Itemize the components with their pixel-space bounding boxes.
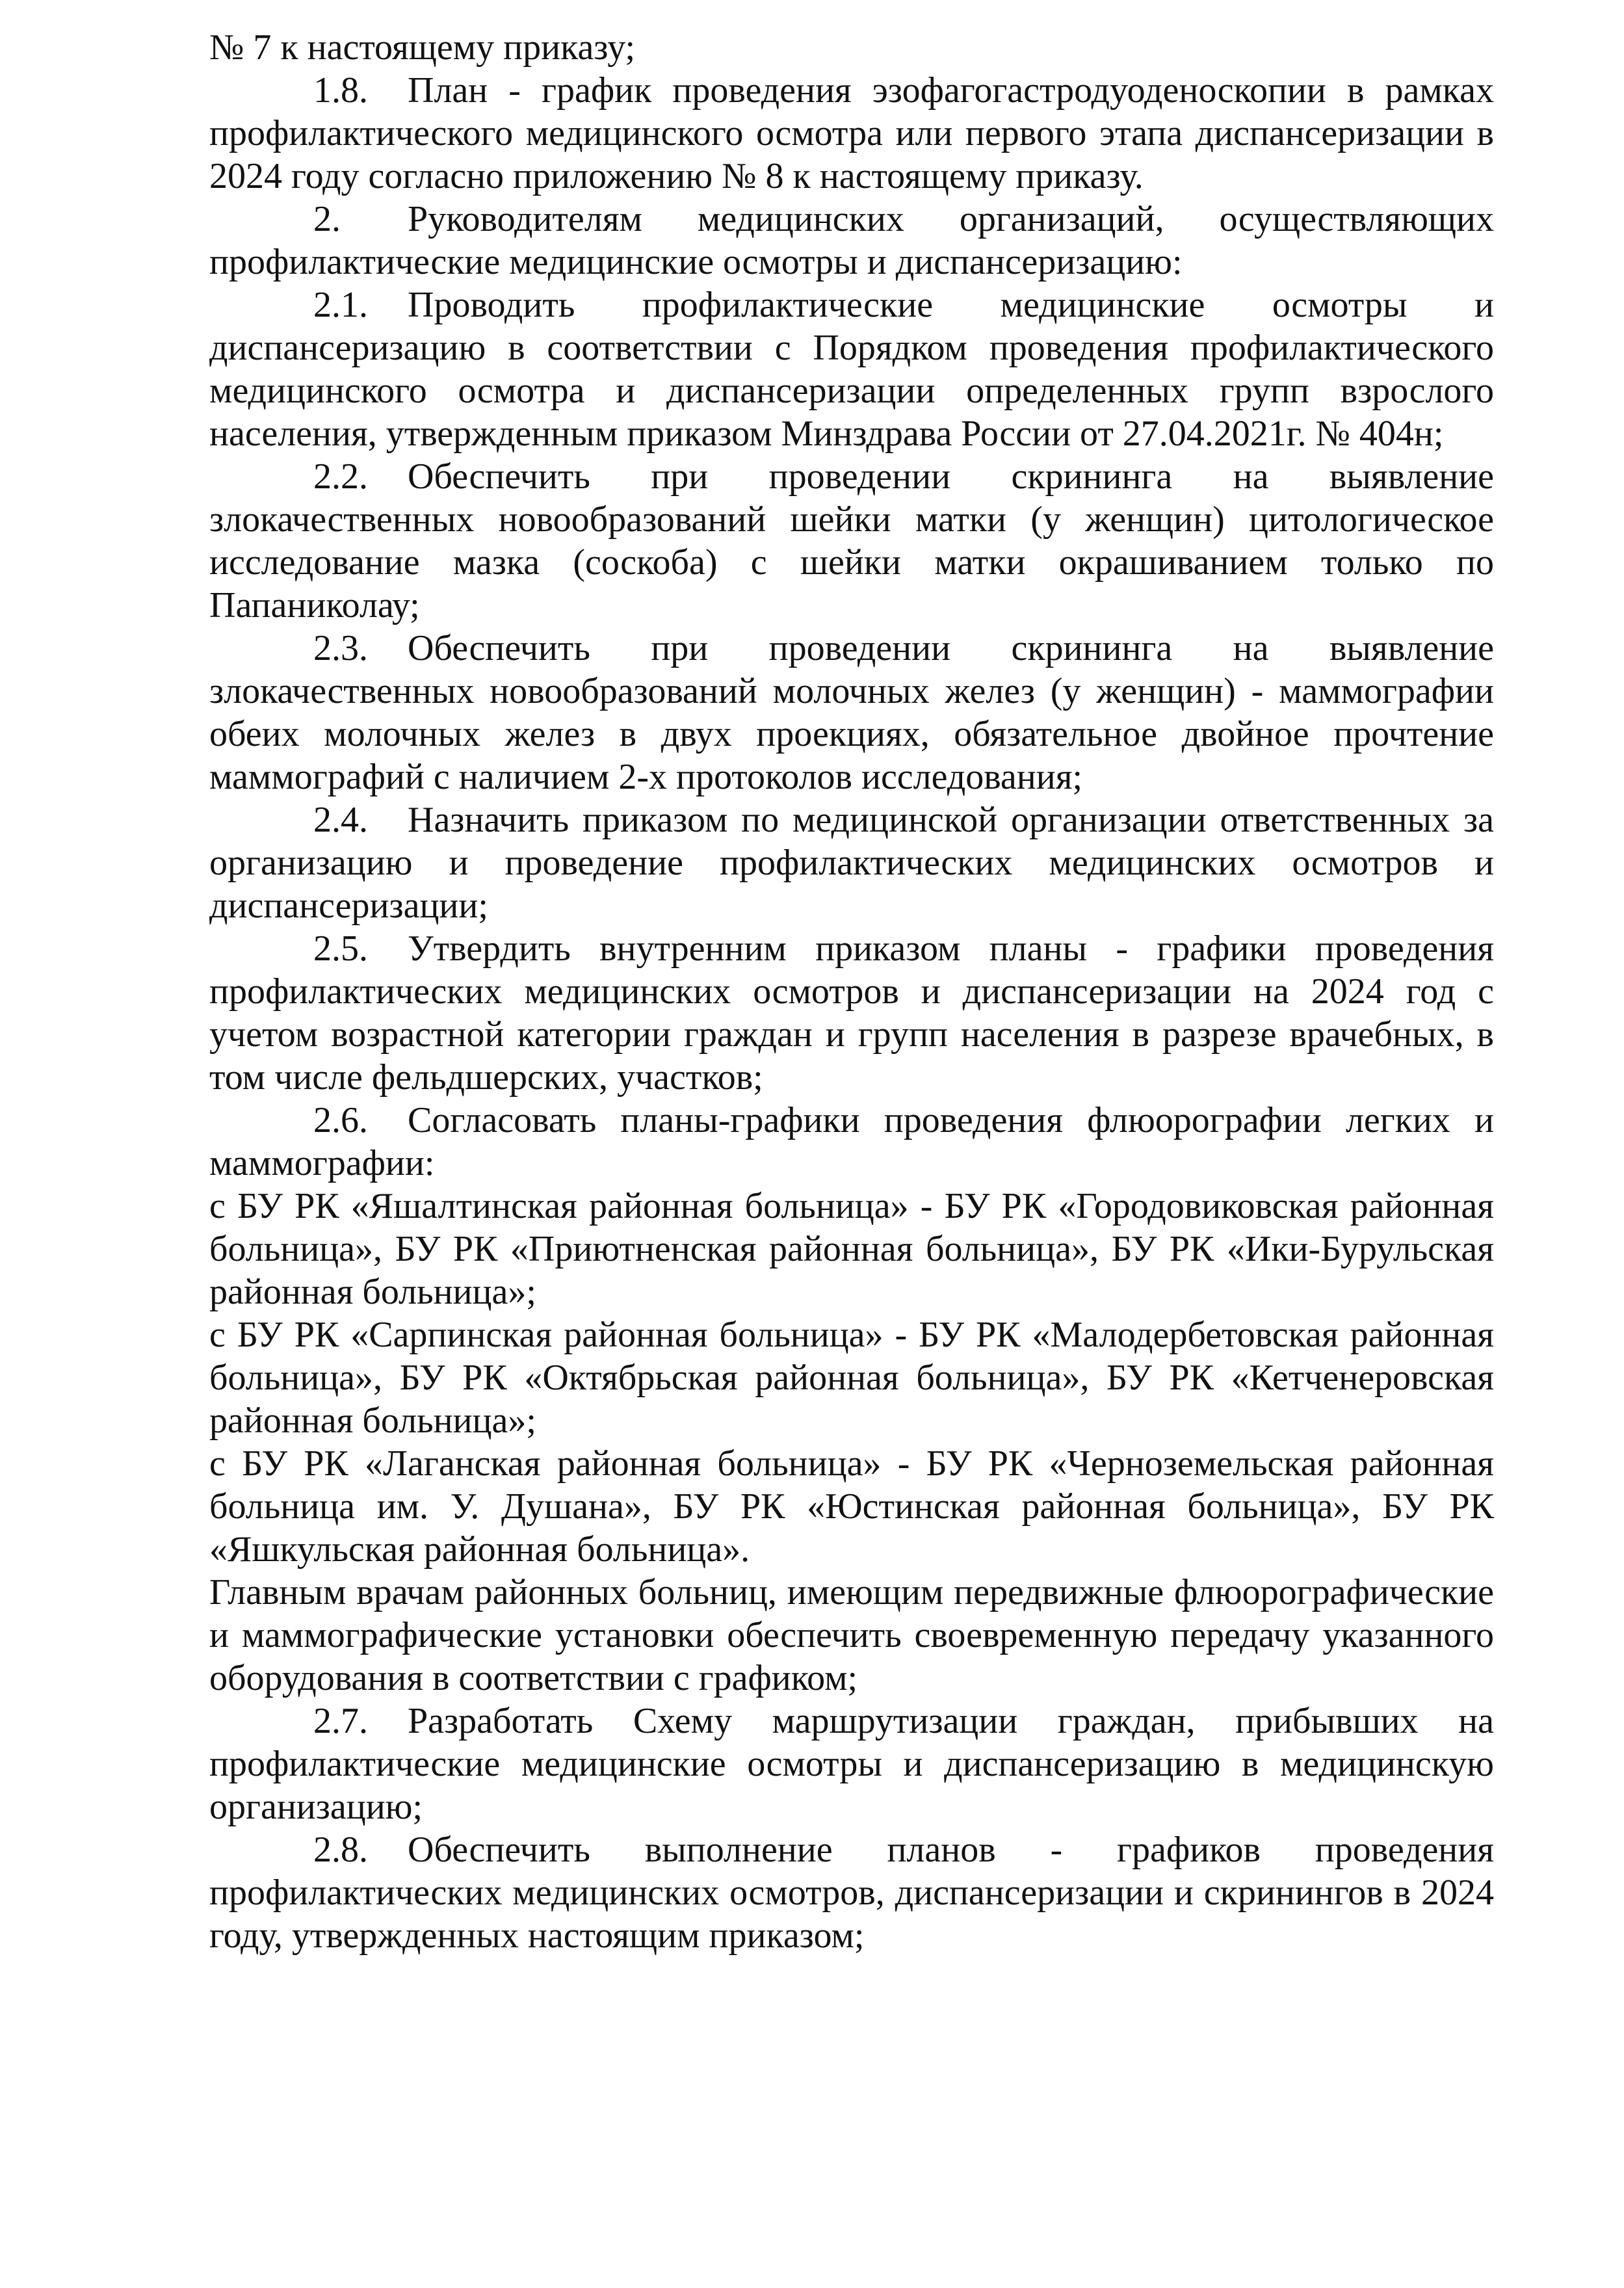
paragraph-2-3 xyxy=(209,627,1494,798)
item-number: 2.1. xyxy=(313,285,368,325)
paragraph-text: Утвердить внутренним приказом планы - графики проведения профилактических медицинских осмотров и диспансеризации на 2024 год с учетом возрастной категории граждан и групп населения в разрезе врачебных, в том числе фельдшерских, участков; xyxy=(209,928,1494,1098)
paragraph-text: с БУ РК «Сарпинская районная больница» - БУ РК «Малодербетовская районная больница», БУ РК «Октябрьская районная больница», БУ РК «Кетченеровская районная больница»; xyxy=(209,1315,1494,1441)
paragraph-laganskaya-group xyxy=(209,1442,1494,1571)
paragraph-text: Главным врачам районных больниц, имеющим передвижные флюорографические и маммографические установки обеспечить своевременную передачу указанного оборудования в соответствии с графиком; xyxy=(209,1572,1494,1698)
item-number: 2.3. xyxy=(313,628,368,668)
paragraph-text: с БУ РК «Лаганская районная больница» - БУ РК «Черноземельская районная больница им. У. Душана», БУ РК «Юстинская районная больница», БУ РК «Яшкульская районная больница». xyxy=(209,1443,1494,1570)
item-number: 2.7. xyxy=(313,1701,368,1741)
paragraph-2-2 xyxy=(209,455,1494,627)
paragraph-text: План - график проведения эзофагогастродуоденоскопии в рамках профилактического медицинского осмотра или первого этапа диспансеризации в 2024 году согласно приложению № 8 к настоящему приказу. xyxy=(209,70,1494,196)
paragraph-yashaltinskaya-group xyxy=(209,1185,1494,1313)
paragraph-2-7 xyxy=(209,1700,1494,1828)
paragraph-2-4 xyxy=(209,798,1494,927)
item-number: 2.5. xyxy=(313,928,368,969)
item-number: 2.2. xyxy=(313,456,368,497)
paragraph-text: с БУ РК «Яшалтинская районная больница» - БУ РК «Городовиковская районная больница», БУ РК «Приютненская районная больница», БУ РК «Ики-Бурульская районная больница»; xyxy=(209,1186,1494,1312)
paragraph-text: Обеспечить выполнение планов - графиков проведения профилактических медицинских осмотров, диспансеризации и скринингов в 2024 году, утвержденных настоящим приказом; xyxy=(209,1830,1494,1956)
item-number: 2. xyxy=(313,199,341,239)
item-number: 2.4. xyxy=(313,800,368,840)
paragraph-2-8 xyxy=(209,1828,1494,1957)
paragraph-appendix-ref xyxy=(209,26,1494,69)
paragraph-text: Руководителям медицинских организаций, осуществляющих профилактические медицинские осмотры и диспансеризацию: xyxy=(209,199,1494,282)
paragraph-2-1 xyxy=(209,283,1494,455)
paragraph-2 xyxy=(209,198,1494,283)
paragraph-2-5 xyxy=(209,927,1494,1099)
document-body xyxy=(209,26,1494,1957)
item-number: 2.8. xyxy=(313,1830,368,1870)
paragraph-text: Проводить профилактические медицинские осмотры и диспансеризацию в соответствии с Порядком проведения профилактического медицинского осмотра и диспансеризации определенных групп взрослого населения, утвержденным приказом Минздрава России от 27.04.2021г. № 404н; xyxy=(209,285,1494,454)
paragraph-text: Назначить приказом по медицинской организации ответственных за организацию и проведение профилактических медицинских осмотров и диспансеризации; xyxy=(209,800,1494,926)
paragraph-1-8 xyxy=(209,69,1494,198)
item-number: 1.8. xyxy=(313,70,368,111)
paragraph-text: Обеспечить при проведении скрининга на выявление злокачественных новообразований шейки матки (у женщин) цитологическое исследование мазка (соскоба) с шейки матки окрашиванием только по Папаниколау; xyxy=(209,456,1494,625)
paragraph-text: Обеспечить при проведении скрининга на выявление злокачественных новообразований молочных желез (у женщин) - маммографии обеих молочных желез в двух проекциях, обязательное двойное прочтение маммографий с наличием 2-х протоколов исследования; xyxy=(209,628,1494,797)
paragraph-chief-doctors xyxy=(209,1571,1494,1700)
paragraph-2-6 xyxy=(209,1099,1494,1185)
paragraph-text: Разработать Схему маршрутизации граждан, прибывших на профилактические медицинские осмотры и диспансеризацию в медицинскую организацию; xyxy=(209,1701,1494,1827)
paragraph-text: № 7 к настоящему приказу; xyxy=(209,27,636,68)
paragraph-text: Согласовать планы-графики проведения флюорографии легких и маммографии: xyxy=(209,1100,1494,1183)
item-number: 2.6. xyxy=(313,1100,368,1140)
paragraph-sarpinskaya-group xyxy=(209,1313,1494,1442)
